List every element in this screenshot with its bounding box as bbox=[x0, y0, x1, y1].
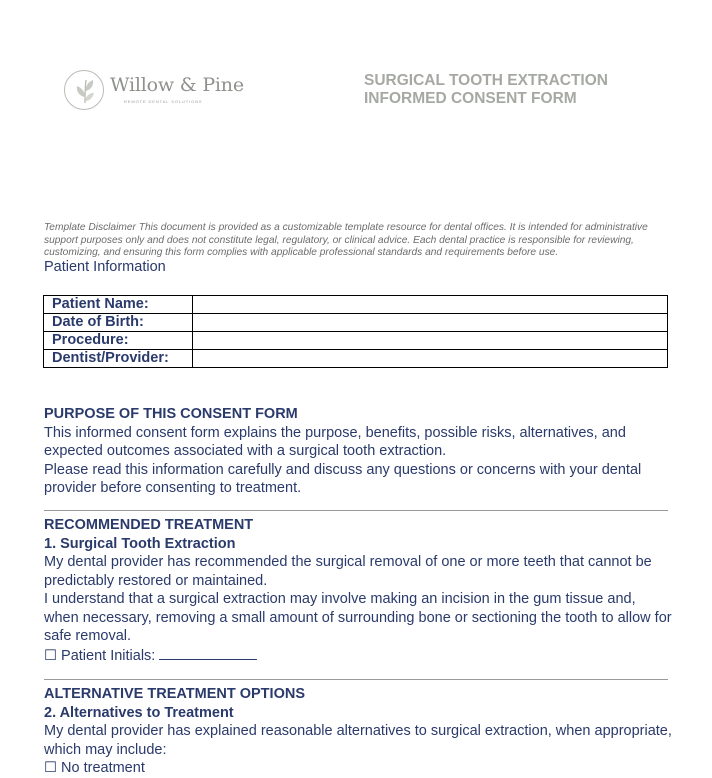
date-of-birth-label: Date of Birth: bbox=[44, 314, 193, 332]
recommended-paragraph-1: My dental provider has recommended the surgical removal of one or more teeth that cannot be predictably restored or maintained. bbox=[44, 554, 652, 589]
title-line-2: INFORMED CONSENT FORM bbox=[364, 90, 577, 107]
date-of-birth-field[interactable] bbox=[193, 314, 668, 332]
recommended-section bbox=[44, 516, 674, 665]
logo-tagline: REMOTE DENTAL SOLUTIONS bbox=[124, 99, 203, 104]
patient-info-heading: Patient Information bbox=[44, 259, 166, 275]
template-disclaimer: Template Disclaimer This document is provided as a customizable template resource for dental offices. It is intended for administrative support purposes only and does not constitute legal, regulatory, or clinical advice. Each dental practice is responsible for reviewing, customizing, and ensuring this form complies with applicable professional standards and requirements before use. bbox=[44, 222, 648, 258]
alternatives-heading: ALTERNATIVE TREATMENT OPTIONS bbox=[44, 686, 305, 702]
recommended-paragraph-2: I understand that a surgical extraction may involve making an incision in the gum tissue and, when necessary, removing a small amount of surrounding bone or sectioning the tooth to allow for safe removal. bbox=[44, 591, 672, 644]
section-divider bbox=[44, 510, 668, 511]
table-row bbox=[44, 350, 668, 368]
title-line-1: SURGICAL TOOTH EXTRACTION bbox=[364, 72, 608, 89]
table-row bbox=[44, 314, 668, 332]
table-row bbox=[44, 332, 668, 350]
document-title bbox=[364, 72, 608, 108]
table-row bbox=[44, 296, 668, 314]
alternatives-paragraph: My dental provider has explained reasonable alternatives to surgical extraction, when appropriate, which may include: bbox=[44, 723, 672, 758]
procedure-field[interactable] bbox=[193, 332, 668, 350]
purpose-heading: PURPOSE OF THIS CONSENT FORM bbox=[44, 406, 298, 422]
practice-logo bbox=[64, 70, 244, 112]
surgical-extraction-subheading: 1. Surgical Tooth Extraction bbox=[44, 535, 236, 552]
purpose-paragraph-1: This informed consent form explains the purpose, benefits, possible risks, alternatives, and expected outcomes associated with a surgical tooth extraction. bbox=[44, 424, 626, 459]
patient-name-field[interactable] bbox=[193, 296, 668, 314]
purpose-section bbox=[44, 405, 674, 498]
section-divider bbox=[44, 679, 668, 680]
provider-field[interactable] bbox=[193, 350, 668, 368]
procedure-label: Procedure: bbox=[44, 332, 193, 350]
patient-initials-label: ☐ Patient Initials: bbox=[44, 647, 156, 664]
logo-wordmark: Willow & Pine bbox=[110, 74, 244, 96]
patient-info-table bbox=[43, 295, 668, 368]
alternatives-subheading: 2. Alternatives to Treatment bbox=[44, 704, 234, 721]
alternatives-section bbox=[44, 685, 674, 778]
no-treatment-option[interactable]: ☐ No treatment bbox=[44, 760, 145, 776]
patient-name-label: Patient Name: bbox=[44, 296, 193, 314]
purpose-paragraph-2: Please read this information carefully and discuss any questions or concerns with your dental provider before consenting to treatment. bbox=[44, 461, 642, 496]
provider-label: Dentist/Provider: bbox=[44, 350, 193, 368]
leaf-emblem-icon bbox=[64, 70, 104, 110]
patient-initials-field[interactable] bbox=[159, 646, 257, 660]
recommended-heading: RECOMMENDED TREATMENT bbox=[44, 517, 254, 533]
patient-initials-line bbox=[44, 646, 674, 666]
